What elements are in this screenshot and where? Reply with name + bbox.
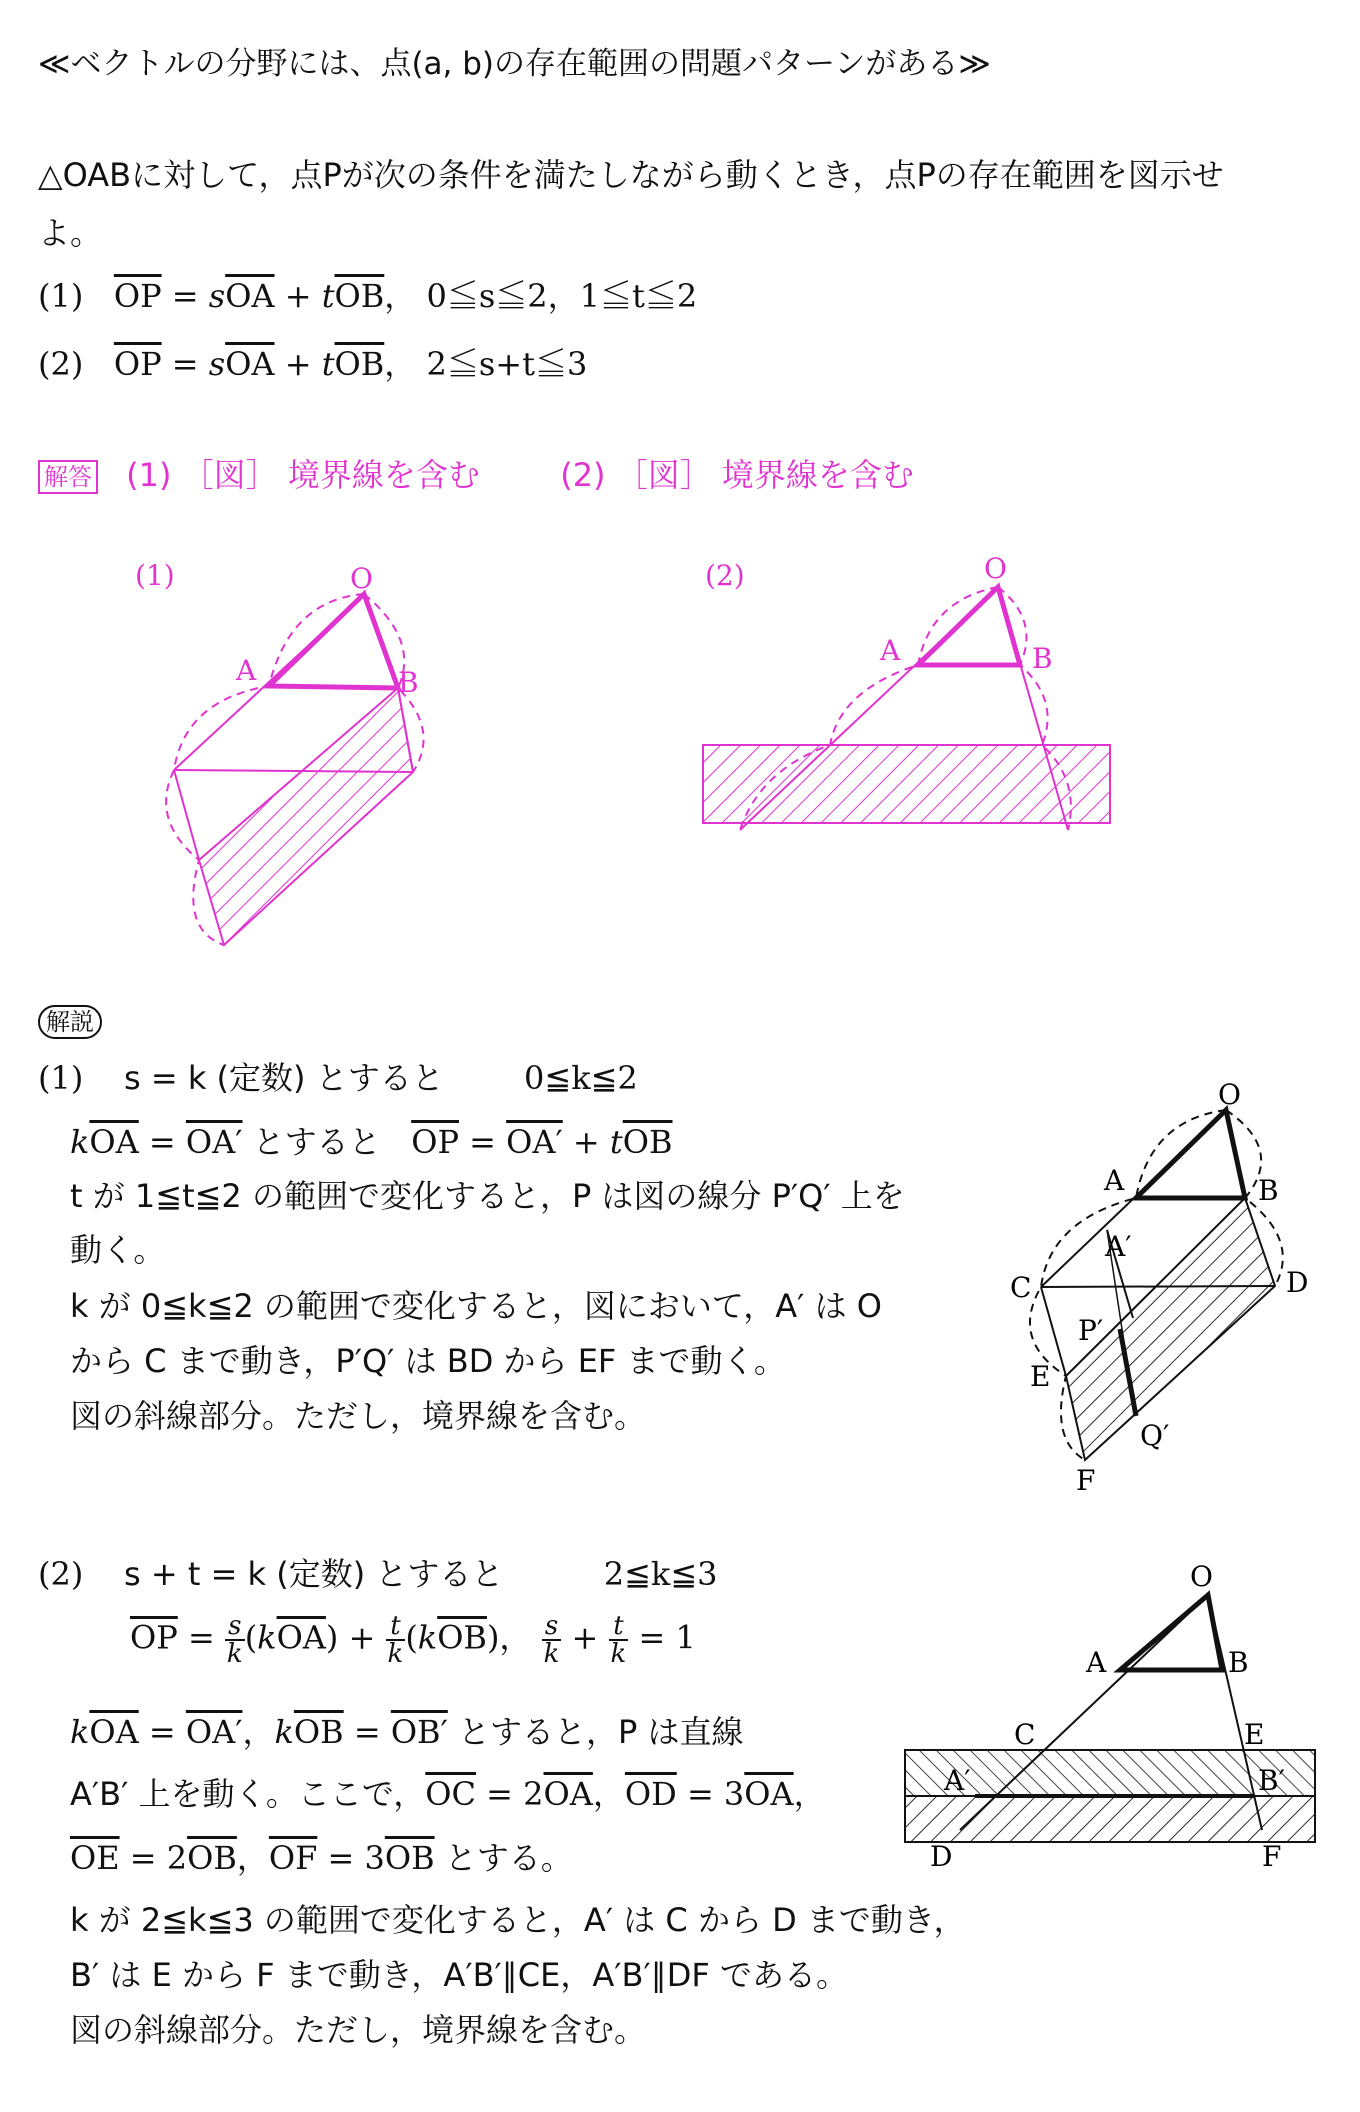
expl2-line1 xyxy=(38,1554,717,1594)
expl-fig1-label-Q-prime: Q′ xyxy=(1140,1419,1170,1452)
q2-label: (2) xyxy=(38,345,84,383)
expl2-line1a: s + t = k (定数) とすると xyxy=(124,1555,504,1593)
fig2-label: (2) xyxy=(705,559,745,592)
q2-condition: 2≦s+t≦3 xyxy=(426,345,588,383)
expl1-line2: $k\overline{OA} = OA'$ とすると $\overline{OP} = OA' + t\overline{OB}$ xyxy=(70,1123,673,1161)
expl1-line6: から C まで動き，P′Q′ は BD から EF まで動く。 xyxy=(70,1342,786,1380)
fig1-label-B: B xyxy=(398,666,419,699)
expl-fig2-label-B: B xyxy=(1228,1646,1249,1679)
explanation-badge-wrap xyxy=(38,1005,102,1039)
expl-fig1-label-F: F xyxy=(1076,1464,1096,1497)
expl2-line3: $k\overline{OA} = OA'$，$k\overline{OB} = OB'$ とすると，P は直線 xyxy=(70,1713,744,1751)
fig2-label-O: O xyxy=(984,552,1007,585)
fig1-label: (1) xyxy=(135,559,175,592)
expl-fig1-label-B: B xyxy=(1258,1174,1279,1207)
expl-fig2-label-E: E xyxy=(1244,1718,1265,1751)
problem-q2 xyxy=(38,344,587,384)
fig2-label-A: A xyxy=(880,634,901,667)
expl-fig2-triangle-oab xyxy=(1120,1595,1222,1670)
expl1-line7: 図の斜線部分。ただし，境界線を含む。 xyxy=(70,1397,647,1435)
expl-fig2-band-lower xyxy=(905,1796,1315,1842)
expl-fig2-label-F: F xyxy=(1262,1840,1282,1873)
expl2-line5-end: とする。 xyxy=(444,1839,573,1877)
q1-condition: 0≦s≦2，1≦t≦2 xyxy=(426,277,698,315)
explanation-figure-1 xyxy=(1000,1070,1340,1520)
fig2-shaded-band xyxy=(703,745,1110,823)
q2-equation: $\overline{OP} = s\overline{OA} + t\overline{OB}$， xyxy=(113,345,417,383)
problem-intro-line1: △OABに対して，点Pが次の条件を満たしながら動くとき，点Pの存在範囲を図示せ xyxy=(38,156,1224,194)
expl1-line3: t が 1≦t≦2 の範囲で変化すると，P は図の線分 P′Q′ 上を xyxy=(70,1177,905,1215)
page-heading: ≪ベクトルの分野には、点(a, b)の存在範囲の問題パターンがある≫ xyxy=(38,46,991,82)
expl2-line5: $\overline{OE} = 2\overline{OB}$，$\overline{OF} = 3\overline{OB}$ とする。 xyxy=(70,1839,573,1877)
answer-text2: (2) ［図］ 境界線を含む xyxy=(560,456,914,494)
expl-fig1-label-C: C xyxy=(1010,1271,1032,1304)
expl-fig1-label-O: O xyxy=(1218,1078,1241,1111)
expl-fig1-label-E: E xyxy=(1030,1360,1051,1393)
expl2-line8: 図の斜線部分。ただし，境界線を含む。 xyxy=(70,2011,647,2049)
answer-badge: 解答 xyxy=(38,460,98,494)
explanation-figure-2 xyxy=(900,1555,1330,1875)
expl-fig2-label-A: A xyxy=(1086,1646,1107,1679)
q1-label: (1) xyxy=(38,277,84,315)
expl1-line1b: 0≦k≦2 xyxy=(524,1059,638,1097)
answer-figure-1 xyxy=(120,540,480,960)
fig1-shaded-region xyxy=(199,688,413,945)
expl1-line2-mid: とすると xyxy=(252,1123,381,1161)
problem-q1 xyxy=(38,276,697,316)
fig1-label-O: O xyxy=(350,562,373,595)
expl-fig2-label-C: C xyxy=(1014,1718,1036,1751)
expl1-line5: k が 0≦k≦2 の範囲で変化すると，図において，A′ は O xyxy=(70,1287,882,1325)
expl-fig1-label-A: A xyxy=(1104,1164,1125,1197)
expl1-line4: 動く。 xyxy=(70,1231,166,1269)
answer-line xyxy=(38,455,914,495)
expl2-line3-mid: とすると，P は直線 xyxy=(458,1713,744,1751)
expl1-line1a: s = k (定数) とすると xyxy=(124,1059,444,1097)
expl-fig1-label-P-prime: P′ xyxy=(1078,1314,1104,1347)
expl-fig2-label-D: D xyxy=(930,1840,953,1873)
expl2-line4: A′B′ 上を動く。ここで，$\overline{OC} = 2\overline{OA}$，$\overline{OD} = 3\overline{OA}$， xyxy=(70,1775,826,1813)
expl-fig2-label-A-prime: A′ xyxy=(944,1764,971,1797)
expl2-line2: $\overline{OP}$ = $\frac{s}{k}$ $(k\overline{OA})$ + $\frac{t}{k}$ $(k\overline{OB})$， $\frac{s}{k}$ + $\frac{t}{k}$ = 1 xyxy=(130,1611,696,1669)
q1-equation: $\overline{OP} = s\overline{OA} + t\overline{OB}$， xyxy=(113,277,417,315)
expl1-line1 xyxy=(38,1058,638,1098)
expl1-label: (1) xyxy=(38,1059,84,1097)
expl-fig1-label-D: D xyxy=(1286,1266,1309,1299)
fig2-label-B: B xyxy=(1032,642,1053,675)
expl2-line6: k が 2≦k≦3 の範囲で変化すると，A′ は C から D まで動き， xyxy=(70,1901,966,1939)
expl2-line1b: 2≦k≦3 xyxy=(603,1555,718,1593)
fig1-label-A: A xyxy=(236,654,257,687)
problem-intro-line2: よ。 xyxy=(38,214,103,252)
expl-fig2-label-B-prime: B′ xyxy=(1258,1764,1285,1797)
answer-figure-2 xyxy=(700,540,1120,840)
expl2-line7: B′ は E から F まで動き，A′B′∥CE，A′B′∥DF である。 xyxy=(70,1956,848,1994)
answer-text1: (1) ［図］ 境界線を含む xyxy=(126,456,480,494)
expl-fig2-label-O: O xyxy=(1190,1560,1213,1593)
expl2-label: (2) xyxy=(38,1555,84,1593)
explanation-badge: 解説 xyxy=(38,1005,102,1039)
expl2-line4-text: A′B′ 上を動く。ここで， xyxy=(70,1775,426,1813)
expl-fig1-label-A-prime: A′ xyxy=(1105,1230,1132,1263)
